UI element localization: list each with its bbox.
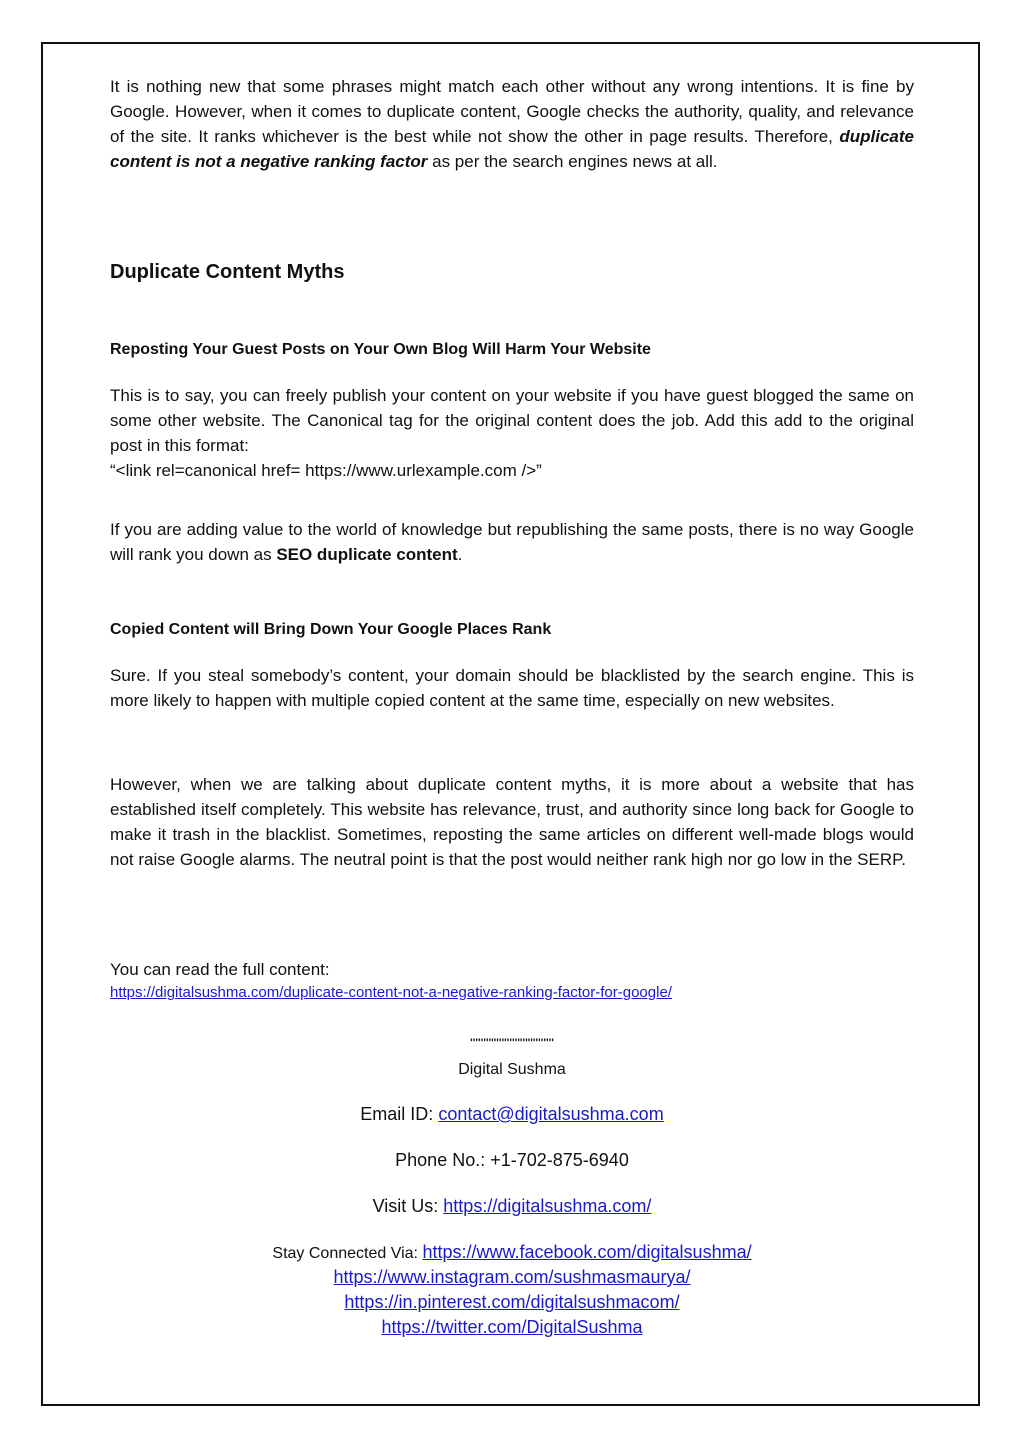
footer-brand: Digital Sushma [458, 1061, 566, 1078]
stay-label: Stay Connected Via: [272, 1245, 423, 1262]
pinterest-link[interactable]: https://in.pinterest.com/digitalsushmacom/ [344, 1292, 680, 1312]
footer-visit [0, 1194, 1024, 1219]
footer-email [0, 1102, 1024, 1127]
myth2-heading: Copied Content will Bring Down Your Google Places Rank [110, 621, 552, 638]
twitter-link[interactable]: https://twitter.com/DigitalSushma [381, 1317, 643, 1337]
myth1-heading: Reposting Your Guest Posts on Your Own Blog Will Harm Your Website [110, 341, 651, 358]
footer-dots: '''''''''''''''''''''''''''''''' [470, 1037, 554, 1049]
intro-paragraph [110, 74, 914, 174]
myth1-paragraph-2 [110, 517, 914, 567]
seo-bold: SEO duplicate content [276, 545, 458, 564]
intro-emphasis: duplicate content is not a negative ranking factor [110, 127, 914, 171]
footer-twitter [0, 1315, 1024, 1340]
visit-label: Visit Us: [372, 1196, 444, 1216]
intro-text-end: as per the search engines news at all. [427, 152, 718, 171]
footer-pinterest [0, 1290, 1024, 1315]
instagram-link[interactable]: https://www.instagram.com/sushmasmaurya/ [333, 1267, 691, 1287]
myth1-para2-text: If you are adding value to the world of knowledge but republishing the same posts, there is no way Google will rank you down as [110, 520, 914, 564]
visit-link[interactable]: https://digitalsushma.com/ [443, 1196, 652, 1216]
myth1-paragraph: This is to say, you can freely publish your content on your website if you have guest blogged the same on some other website. The Canonical tag for the original content does the job. Add this add to the original post in this format: [110, 386, 914, 455]
read-more-link-wrap [110, 982, 914, 1004]
footer-stay [0, 1240, 1024, 1266]
email-label: Email ID: [360, 1104, 439, 1124]
canonical-code: “<link rel=canonical href= https://www.urlexample.com />” [110, 461, 542, 480]
facebook-link[interactable]: https://www.facebook.com/digitalsushma/ [422, 1242, 752, 1262]
read-more-label: You can read the full content: [110, 960, 330, 979]
read-more-link[interactable]: https://digitalsushma.com/duplicate-content-not-a-negative-ranking-factor-for-google/ [110, 984, 672, 1001]
myth1-para2-end: . [457, 545, 463, 564]
section-title: Duplicate Content Myths [110, 261, 345, 283]
footer-phone: Phone No.: +1-702-875-6940 [395, 1150, 629, 1170]
footer-instagram [0, 1265, 1024, 1290]
myth2-paragraph-2: However, when we are talking about duplicate content myths, it is more about a website that has established itself completely. This website has relevance, trust, and authority since long back for Google to make it trash in the blacklist. Sometimes, reposting the same articles on different well-made blogs would not raise Google alarms. The neutral point is that the post would neither rank high nor go low in the SERP. [110, 775, 914, 869]
myth2-paragraph: Sure. If you steal somebody’s content, your domain should be blacklisted by the search engine. This is more likely to happen with multiple copied content at the same time, especially on new websites. [110, 666, 914, 710]
intro-text: It is nothing new that some phrases might match each other without any wrong intentions. It is fine by Google. However, when it comes to duplicate content, Google checks the authority, quality, and relevance of the site. It ranks whichever is the best while not show the other in page results. Therefore, [110, 77, 914, 146]
email-link[interactable]: contact@digitalsushma.com [438, 1104, 664, 1124]
